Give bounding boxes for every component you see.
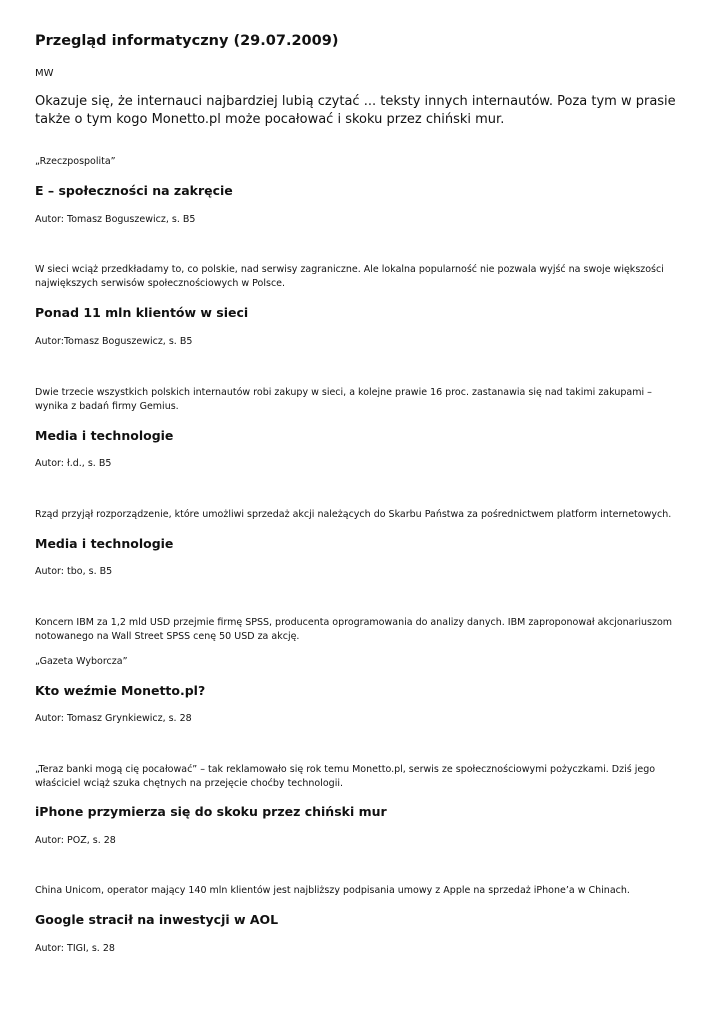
article-headline: Ponad 11 mln klientów w sieci (35, 305, 249, 320)
article-summary: „Teraz banki mogą cię pocałować” – tak reklamowało się rok temu Monetto.pl, serwis ze społecznościowymi pożyczkami. Dziś jego właściciel wciąż szuka chętnych na przejęcie choćby technologii. (35, 764, 656, 789)
article-byline: Autor: TIGI, s. 28 (35, 943, 115, 954)
article-byline: Autor: POZ, s. 28 (35, 835, 116, 846)
article-headline: E – społeczności na zakręcie (35, 183, 233, 198)
document-author: MW (35, 68, 54, 79)
article-byline: Autor: tbo, s. B5 (35, 566, 113, 577)
article-byline: Autor: Tomasz Boguszewicz, s. B5 (35, 214, 196, 225)
article-summary: Koncern IBM za 1,2 mld USD przejmie firmę SPSS, producenta oprogramowania do analizy danych. IBM zaproponował akcjonariuszom notowanego na Wall Street SPSS cenę 50 USD za akcję. (35, 617, 673, 642)
source-name: „Gazeta Wyborcza” (35, 656, 128, 667)
article-summary: W sieci wciąż przedkładamy to, co polskie, nad serwisy zagraniczne. Ale lokalna popularność nie pozwala wyjść na swoje większości największych serwisów społecznościowych w Polsce. (35, 264, 664, 289)
article-summary: Dwie trzecie wszystkich polskich internautów robi zakupy w sieci, a kolejne prawie 16 proc. zastanawia się nad takimi zakupami – wynika z badań firmy Gemius. (35, 387, 652, 412)
article-byline: Autor: ł.d., s. B5 (35, 458, 112, 469)
article-summary: Rząd przyjął rozporządzenie, które umożliwi sprzedaż akcji należących do Skarbu Państwa za pośrednictwem platform internetowych. (35, 509, 672, 520)
article-headline: Media i technologie (35, 536, 174, 551)
article-headline: Google stracił na inwestycji w AOL (35, 912, 279, 927)
document-lead: Okazuje się, że internauci najbardziej lubią czytać ... teksty innych internautów. Poza tym w prasie także o tym kogo Monetto.pl może pocałować i skoku przez chiński mur. (35, 94, 676, 127)
article-byline: Autor: Tomasz Grynkiewicz, s. 28 (35, 713, 192, 724)
article-byline: Autor:Tomasz Boguszewicz, s. B5 (35, 336, 193, 347)
article-headline: Kto weźmie Monetto.pl? (35, 683, 206, 698)
article-headline: Media i technologie (35, 428, 174, 443)
source-name: „Rzeczpospolita” (35, 156, 116, 167)
article-summary: China Unicom, operator mający 140 mln klientów jest najbliższy podpisania umowy z Apple na sprzedaż iPhone’a w Chinach. (35, 885, 630, 896)
document-title: Przegląd informatyczny (29.07.2009) (35, 33, 339, 49)
article-headline: iPhone przymierza się do skoku przez chiński mur (35, 804, 387, 819)
